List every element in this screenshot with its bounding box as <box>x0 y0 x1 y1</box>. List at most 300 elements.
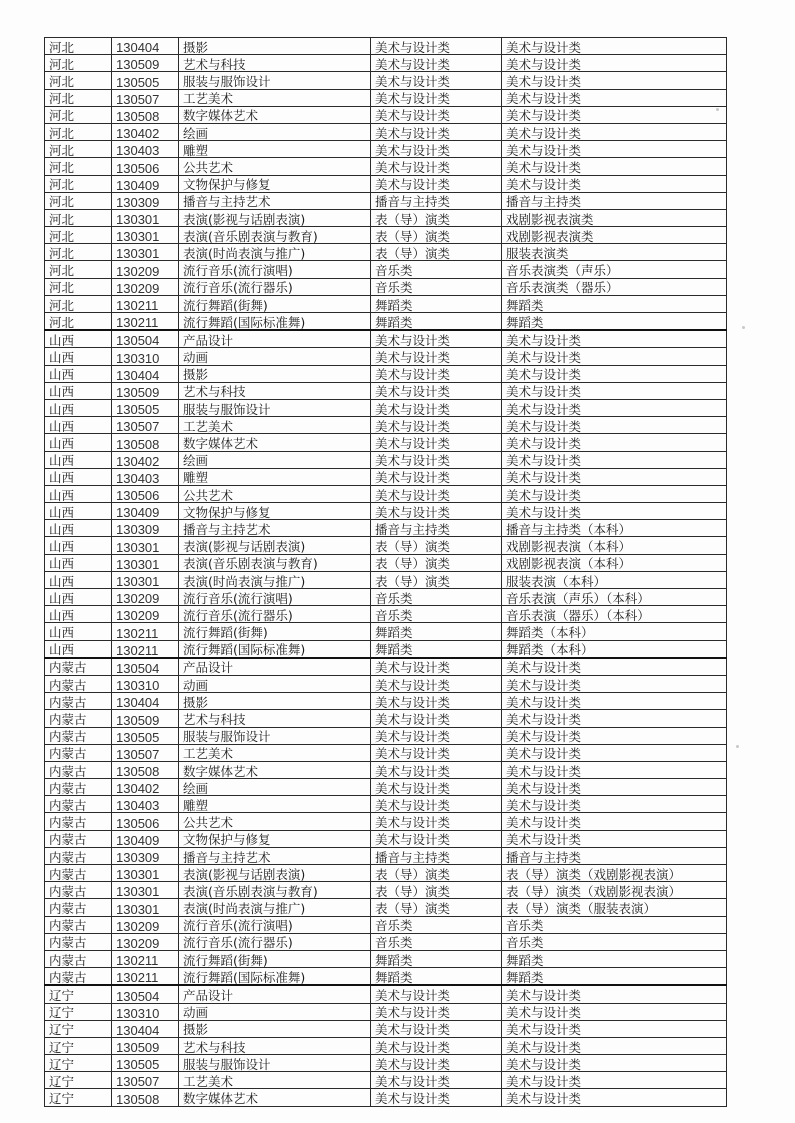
province-cell: 山西 <box>45 623 112 640</box>
subject-category-cell: 美术与设计类 <box>502 158 727 175</box>
province-cell: 河北 <box>45 106 112 123</box>
major-cell: 绘画 <box>179 451 371 468</box>
category-cell: 美术与设计类 <box>371 1055 502 1072</box>
major-cell: 流行音乐(流行器乐) <box>179 606 371 623</box>
table-row <box>45 434 727 451</box>
table-row <box>45 589 727 606</box>
code-cell: 130301 <box>112 865 179 882</box>
subject-category-cell: 音乐表演类（器乐） <box>502 278 727 295</box>
table-row <box>45 348 727 365</box>
province-cell: 河北 <box>45 278 112 295</box>
province-cell: 山西 <box>45 537 112 554</box>
code-cell: 130402 <box>112 451 179 468</box>
province-cell: 内蒙古 <box>45 968 112 986</box>
province-cell: 河北 <box>45 192 112 209</box>
subject-category-cell: 服装表演类 <box>502 244 727 261</box>
code-cell: 130404 <box>112 1020 179 1037</box>
code-cell: 130508 <box>112 434 179 451</box>
code-cell: 130403 <box>112 141 179 158</box>
category-cell: 表（导）演类 <box>371 227 502 244</box>
category-cell: 美术与设计类 <box>371 38 502 55</box>
province-cell: 河北 <box>45 38 112 55</box>
subject-category-cell: 播音与主持类（本科） <box>502 520 727 537</box>
subject-category-cell: 美术与设计类 <box>502 123 727 140</box>
subject-category-cell: 表（导）演类（戏剧影视表演） <box>502 865 727 882</box>
code-cell: 130409 <box>112 175 179 192</box>
province-cell: 内蒙古 <box>45 813 112 830</box>
category-cell: 表（导）演类 <box>371 865 502 882</box>
table-row <box>45 313 727 331</box>
category-cell: 表（导）演类 <box>371 209 502 226</box>
table-row <box>45 675 727 692</box>
major-cell: 工艺美术 <box>179 1072 371 1089</box>
subject-category-cell: 美术与设计类 <box>502 675 727 692</box>
major-cell: 摄影 <box>179 693 371 710</box>
table-row <box>45 399 727 416</box>
subject-category-cell: 美术与设计类 <box>502 468 727 485</box>
category-cell: 舞蹈类 <box>371 968 502 986</box>
code-cell: 130301 <box>112 537 179 554</box>
code-cell: 130301 <box>112 571 179 588</box>
subject-category-cell: 美术与设计类 <box>502 503 727 520</box>
category-cell: 美术与设计类 <box>371 399 502 416</box>
subject-category-cell: 美术与设计类 <box>502 89 727 106</box>
category-cell: 舞蹈类 <box>371 623 502 640</box>
subject-category-cell: 音乐表演（器乐）（本科） <box>502 606 727 623</box>
province-cell: 内蒙古 <box>45 899 112 916</box>
province-cell: 河北 <box>45 89 112 106</box>
category-cell: 表（导）演类 <box>371 571 502 588</box>
table-row <box>45 640 727 658</box>
province-cell: 内蒙古 <box>45 933 112 950</box>
subject-category-cell: 美术与设计类 <box>502 779 727 796</box>
province-cell: 内蒙古 <box>45 796 112 813</box>
province-cell: 辽宁 <box>45 1072 112 1089</box>
code-cell: 130508 <box>112 1089 179 1106</box>
category-cell: 美术与设计类 <box>371 434 502 451</box>
code-cell: 130301 <box>112 554 179 571</box>
category-cell: 美术与设计类 <box>371 1003 502 1020</box>
province-cell: 河北 <box>45 175 112 192</box>
subject-category-cell: 美术与设计类 <box>502 382 727 399</box>
province-cell: 内蒙古 <box>45 865 112 882</box>
subject-category-cell: 舞蹈类 <box>502 313 727 331</box>
table-row <box>45 382 727 399</box>
code-cell: 130301 <box>112 209 179 226</box>
code-cell: 130409 <box>112 830 179 847</box>
category-cell: 美术与设计类 <box>371 985 502 1003</box>
major-cell: 数字媒体艺术 <box>179 1089 371 1106</box>
major-cell: 工艺美术 <box>179 89 371 106</box>
category-cell: 美术与设计类 <box>371 779 502 796</box>
major-cell: 摄影 <box>179 1020 371 1037</box>
major-cell: 动画 <box>179 675 371 692</box>
table-row <box>45 882 727 899</box>
subject-category-cell: 舞蹈类（本科） <box>502 623 727 640</box>
table-row <box>45 227 727 244</box>
subject-category-cell: 美术与设计类 <box>502 106 727 123</box>
code-cell: 130211 <box>112 623 179 640</box>
code-cell: 130509 <box>112 55 179 72</box>
code-cell: 130504 <box>112 658 179 676</box>
code-cell: 130508 <box>112 761 179 778</box>
code-cell: 130310 <box>112 675 179 692</box>
table-row <box>45 209 727 226</box>
category-cell: 播音与主持类 <box>371 520 502 537</box>
table-row <box>45 916 727 933</box>
code-cell: 130301 <box>112 899 179 916</box>
province-cell: 河北 <box>45 295 112 312</box>
table-row <box>45 520 727 537</box>
table-row <box>45 485 727 502</box>
subject-category-cell: 美术与设计类 <box>502 365 727 382</box>
subject-category-cell: 戏剧影视表演（本科） <box>502 537 727 554</box>
category-cell: 美术与设计类 <box>371 710 502 727</box>
code-cell: 130310 <box>112 348 179 365</box>
subject-category-cell: 美术与设计类 <box>502 38 727 55</box>
code-cell: 130209 <box>112 606 179 623</box>
table-row <box>45 417 727 434</box>
category-cell: 美术与设计类 <box>371 72 502 89</box>
major-cell: 文物保护与修复 <box>179 503 371 520</box>
scan-speck <box>742 326 745 329</box>
subject-category-cell: 美术与设计类 <box>502 1089 727 1106</box>
subject-category-cell: 美术与设计类 <box>502 434 727 451</box>
subject-category-cell: 美术与设计类 <box>502 175 727 192</box>
category-cell: 表（导）演类 <box>371 244 502 261</box>
subject-category-cell: 美术与设计类 <box>502 658 727 676</box>
province-cell: 河北 <box>45 158 112 175</box>
table-row <box>45 693 727 710</box>
table-row <box>45 865 727 882</box>
major-cell: 表演(音乐剧表演与教育) <box>179 227 371 244</box>
major-cell: 播音与主持艺术 <box>179 520 371 537</box>
code-cell: 130504 <box>112 330 179 348</box>
category-cell: 舞蹈类 <box>371 313 502 331</box>
subject-category-cell: 美术与设计类 <box>502 1037 727 1054</box>
province-cell: 山西 <box>45 571 112 588</box>
major-cell: 流行舞蹈(国际标准舞) <box>179 640 371 658</box>
table-row <box>45 1003 727 1020</box>
category-cell: 美术与设计类 <box>371 365 502 382</box>
category-cell: 美术与设计类 <box>371 727 502 744</box>
province-cell: 内蒙古 <box>45 950 112 967</box>
code-cell: 130301 <box>112 244 179 261</box>
category-cell: 美术与设计类 <box>371 348 502 365</box>
province-cell: 河北 <box>45 227 112 244</box>
major-cell: 文物保护与修复 <box>179 175 371 192</box>
subject-category-cell: 服装表演（本科） <box>502 571 727 588</box>
category-cell: 美术与设计类 <box>371 106 502 123</box>
code-cell: 130504 <box>112 985 179 1003</box>
code-cell: 130309 <box>112 847 179 864</box>
major-cell: 播音与主持艺术 <box>179 847 371 864</box>
major-cell: 艺术与科技 <box>179 710 371 727</box>
province-cell: 山西 <box>45 365 112 382</box>
major-cell: 产品设计 <box>179 330 371 348</box>
province-cell: 内蒙古 <box>45 675 112 692</box>
province-cell: 山西 <box>45 520 112 537</box>
subject-category-cell: 美术与设计类 <box>502 348 727 365</box>
major-cell: 艺术与科技 <box>179 382 371 399</box>
category-cell: 美术与设计类 <box>371 451 502 468</box>
category-cell: 美术与设计类 <box>371 830 502 847</box>
category-cell: 音乐类 <box>371 933 502 950</box>
major-cell: 摄影 <box>179 365 371 382</box>
scan-speck <box>736 745 739 748</box>
category-cell: 美术与设计类 <box>371 813 502 830</box>
category-cell: 美术与设计类 <box>371 761 502 778</box>
code-cell: 130509 <box>112 1037 179 1054</box>
province-cell: 山西 <box>45 485 112 502</box>
category-cell: 音乐类 <box>371 606 502 623</box>
code-cell: 130508 <box>112 106 179 123</box>
category-cell: 舞蹈类 <box>371 640 502 658</box>
subject-category-cell: 美术与设计类 <box>502 796 727 813</box>
province-cell: 山西 <box>45 382 112 399</box>
province-cell: 山西 <box>45 417 112 434</box>
table-row <box>45 261 727 278</box>
code-cell: 130211 <box>112 968 179 986</box>
category-cell: 美术与设计类 <box>371 503 502 520</box>
category-cell: 美术与设计类 <box>371 1072 502 1089</box>
major-cell: 服装与服饰设计 <box>179 727 371 744</box>
subject-category-cell: 美术与设计类 <box>502 727 727 744</box>
category-cell: 音乐类 <box>371 278 502 295</box>
code-cell: 130403 <box>112 468 179 485</box>
major-cell: 流行音乐(流行演唱) <box>179 261 371 278</box>
province-cell: 河北 <box>45 123 112 140</box>
category-cell: 舞蹈类 <box>371 950 502 967</box>
major-cell: 流行音乐(流行器乐) <box>179 933 371 950</box>
table-row <box>45 933 727 950</box>
subject-category-cell: 美术与设计类 <box>502 141 727 158</box>
table-row <box>45 158 727 175</box>
province-cell: 内蒙古 <box>45 744 112 761</box>
category-cell: 美术与设计类 <box>371 141 502 158</box>
table-row <box>45 468 727 485</box>
table-row <box>45 451 727 468</box>
table-row <box>45 89 727 106</box>
table-row <box>45 847 727 864</box>
table-row <box>45 761 727 778</box>
province-cell: 河北 <box>45 313 112 331</box>
subject-category-cell: 舞蹈类 <box>502 950 727 967</box>
province-cell: 辽宁 <box>45 1003 112 1020</box>
major-cell: 数字媒体艺术 <box>179 434 371 451</box>
table-row <box>45 192 727 209</box>
province-cell: 河北 <box>45 244 112 261</box>
province-cell: 河北 <box>45 141 112 158</box>
major-cell: 绘画 <box>179 779 371 796</box>
subject-category-cell: 美术与设计类 <box>502 451 727 468</box>
code-cell: 130505 <box>112 72 179 89</box>
table-row <box>45 1089 727 1106</box>
code-cell: 130209 <box>112 589 179 606</box>
category-cell: 表（导）演类 <box>371 882 502 899</box>
code-cell: 130509 <box>112 710 179 727</box>
subject-category-cell: 美术与设计类 <box>502 485 727 502</box>
province-cell: 内蒙古 <box>45 779 112 796</box>
category-cell: 美术与设计类 <box>371 123 502 140</box>
province-cell: 内蒙古 <box>45 693 112 710</box>
subject-category-cell: 播音与主持类 <box>502 192 727 209</box>
table-row <box>45 606 727 623</box>
major-category-table <box>44 37 727 1107</box>
table-row <box>45 950 727 967</box>
table-row <box>45 175 727 192</box>
province-cell: 辽宁 <box>45 985 112 1003</box>
major-cell: 流行舞蹈(街舞) <box>179 950 371 967</box>
category-cell: 美术与设计类 <box>371 1020 502 1037</box>
table-body <box>45 38 727 1107</box>
code-cell: 130209 <box>112 933 179 950</box>
province-cell: 山西 <box>45 434 112 451</box>
province-cell: 内蒙古 <box>45 658 112 676</box>
subject-category-cell: 美术与设计类 <box>502 1072 727 1089</box>
table-row <box>45 141 727 158</box>
table-row <box>45 623 727 640</box>
code-cell: 130505 <box>112 1055 179 1072</box>
category-cell: 美术与设计类 <box>371 89 502 106</box>
subject-category-cell: 美术与设计类 <box>502 693 727 710</box>
code-cell: 130404 <box>112 365 179 382</box>
major-cell: 流行舞蹈(国际标准舞) <box>179 313 371 331</box>
major-cell: 表演(时尚表演与推广) <box>179 899 371 916</box>
category-cell: 美术与设计类 <box>371 417 502 434</box>
table-row <box>45 295 727 312</box>
subject-category-cell: 美术与设计类 <box>502 72 727 89</box>
code-cell: 130301 <box>112 882 179 899</box>
province-cell: 辽宁 <box>45 1089 112 1106</box>
province-cell: 辽宁 <box>45 1055 112 1072</box>
subject-category-cell: 美术与设计类 <box>502 761 727 778</box>
table-row <box>45 830 727 847</box>
subject-category-cell: 美术与设计类 <box>502 813 727 830</box>
code-cell: 130209 <box>112 916 179 933</box>
code-cell: 130402 <box>112 123 179 140</box>
table-row <box>45 1020 727 1037</box>
category-cell: 舞蹈类 <box>371 295 502 312</box>
major-cell: 数字媒体艺术 <box>179 106 371 123</box>
code-cell: 130507 <box>112 89 179 106</box>
category-cell: 美术与设计类 <box>371 1089 502 1106</box>
major-cell: 流行音乐(流行演唱) <box>179 916 371 933</box>
code-cell: 130507 <box>112 1072 179 1089</box>
table-row <box>45 503 727 520</box>
table-row <box>45 1072 727 1089</box>
category-cell: 美术与设计类 <box>371 175 502 192</box>
code-cell: 130509 <box>112 382 179 399</box>
province-cell: 内蒙古 <box>45 916 112 933</box>
table-row <box>45 55 727 72</box>
category-cell: 表（导）演类 <box>371 554 502 571</box>
table-row <box>45 779 727 796</box>
table-row <box>45 744 727 761</box>
subject-category-cell: 音乐类 <box>502 933 727 950</box>
scan-speck <box>716 108 719 111</box>
major-cell: 动画 <box>179 348 371 365</box>
category-cell: 美术与设计类 <box>371 468 502 485</box>
code-cell: 130505 <box>112 399 179 416</box>
subject-category-cell: 美术与设计类 <box>502 1055 727 1072</box>
province-cell: 辽宁 <box>45 1037 112 1054</box>
major-cell: 表演(时尚表演与推广) <box>179 244 371 261</box>
code-cell: 130507 <box>112 744 179 761</box>
subject-category-cell: 音乐表演（声乐）（本科） <box>502 589 727 606</box>
table-row <box>45 985 727 1003</box>
category-cell: 表（导）演类 <box>371 537 502 554</box>
major-cell: 播音与主持艺术 <box>179 192 371 209</box>
category-cell: 音乐类 <box>371 589 502 606</box>
subject-category-cell: 舞蹈类（本科） <box>502 640 727 658</box>
table-row <box>45 1055 727 1072</box>
major-cell: 工艺美术 <box>179 744 371 761</box>
major-cell: 艺术与科技 <box>179 55 371 72</box>
table-row <box>45 1037 727 1054</box>
province-cell: 山西 <box>45 503 112 520</box>
table-row <box>45 727 727 744</box>
code-cell: 130209 <box>112 261 179 278</box>
table-row <box>45 710 727 727</box>
category-cell: 美术与设计类 <box>371 485 502 502</box>
major-cell: 表演(时尚表演与推广) <box>179 571 371 588</box>
major-cell: 雕塑 <box>179 141 371 158</box>
major-cell: 公共艺术 <box>179 158 371 175</box>
subject-category-cell: 美术与设计类 <box>502 399 727 416</box>
major-cell: 流行音乐(流行演唱) <box>179 589 371 606</box>
major-cell: 雕塑 <box>179 796 371 813</box>
major-cell: 文物保护与修复 <box>179 830 371 847</box>
category-cell: 表（导）演类 <box>371 899 502 916</box>
major-cell: 摄影 <box>179 38 371 55</box>
category-cell: 美术与设计类 <box>371 658 502 676</box>
major-cell: 绘画 <box>179 123 371 140</box>
subject-category-cell: 音乐类 <box>502 916 727 933</box>
category-cell: 美术与设计类 <box>371 330 502 348</box>
code-cell: 130301 <box>112 227 179 244</box>
province-cell: 辽宁 <box>45 1020 112 1037</box>
province-cell: 内蒙古 <box>45 761 112 778</box>
code-cell: 130506 <box>112 158 179 175</box>
province-cell: 内蒙古 <box>45 727 112 744</box>
major-cell: 动画 <box>179 1003 371 1020</box>
province-cell: 山西 <box>45 640 112 658</box>
code-cell: 130404 <box>112 693 179 710</box>
subject-category-cell: 美术与设计类 <box>502 830 727 847</box>
subject-category-cell: 美术与设计类 <box>502 330 727 348</box>
code-cell: 130506 <box>112 485 179 502</box>
category-cell: 美术与设计类 <box>371 675 502 692</box>
province-cell: 山西 <box>45 606 112 623</box>
subject-category-cell: 播音与主持类 <box>502 847 727 864</box>
table-row <box>45 38 727 55</box>
code-cell: 130211 <box>112 640 179 658</box>
major-cell: 雕塑 <box>179 468 371 485</box>
major-cell: 工艺美术 <box>179 417 371 434</box>
province-cell: 河北 <box>45 209 112 226</box>
major-cell: 流行舞蹈(街舞) <box>179 623 371 640</box>
major-cell: 表演(影视与话剧表演) <box>179 537 371 554</box>
province-cell: 河北 <box>45 261 112 278</box>
subject-category-cell: 美术与设计类 <box>502 710 727 727</box>
code-cell: 130409 <box>112 503 179 520</box>
major-cell: 表演(影视与话剧表演) <box>179 865 371 882</box>
major-cell: 服装与服饰设计 <box>179 399 371 416</box>
code-cell: 130507 <box>112 417 179 434</box>
subject-category-cell: 戏剧影视表演类 <box>502 209 727 226</box>
subject-category-cell: 音乐表演类（声乐） <box>502 261 727 278</box>
